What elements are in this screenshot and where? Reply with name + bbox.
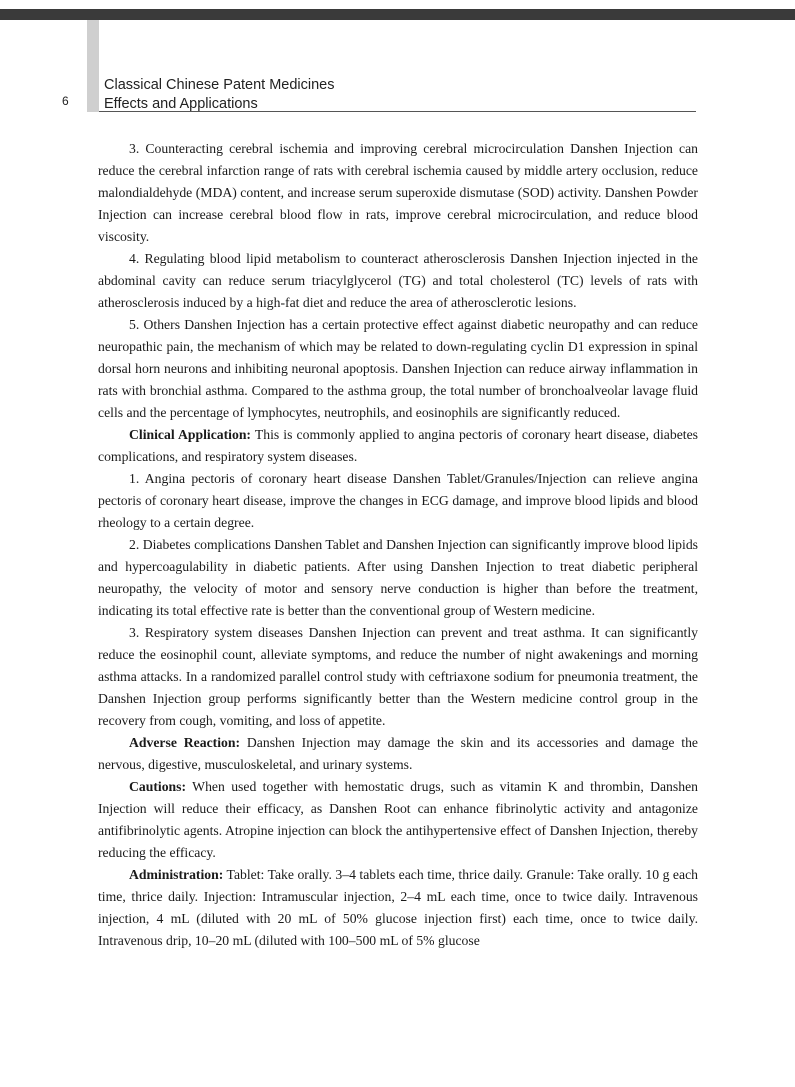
paragraph: 2. Diabetes complications Danshen Tablet and Danshen Injection can significantly improve blood lipids and hypercoagulability in diabetic patients. After using Danshen Injection to treat diabetic peripheral neuropathy, the velocity of motor and sensory nerve conduction is higher than before the treatment, indicating its total effective rate is better than the conventional group of Western medicine. [98,537,698,618]
paragraph: 3. Counteracting cerebral ischemia and improving cerebral microcirculation Danshen Injection can reduce the cerebral infarction range of rats with cerebral ischemia caused by middle artery occlusion, reduce malondialdehyde (MDA) content, and increase serum superoxide dismutase (SOD) activity. Danshen Powder Injection can increase cerebral blood flow in rats, improve cerebral microcirculation, and reduce blood viscosity. [98,141,698,244]
section-label: Administration: [129,867,224,882]
paragraph-clinical-application: Clinical Application: This is commonly applied to angina pectoris of coronary heart disease, diabetes complications, and respiratory system diseases. [98,427,698,464]
section-label: Adverse Reaction: [129,735,241,750]
section-label: Cautions: [129,779,187,794]
paragraph-adverse-reaction: Adverse Reaction: Danshen Injection may damage the skin and its accessories and damage the nervous, digestive, musculoskeletal, and urinary systems. [98,735,698,772]
body-text [98,138,698,952]
header-side-bar [87,20,99,112]
running-header [104,76,335,113]
book-title-line2: Effects and Applications [104,95,258,112]
header-rule [99,111,696,112]
top-header-bar [0,9,795,20]
paragraph: 4. Regulating blood lipid metabolism to counteract atherosclerosis Danshen Injection injected in the abdominal cavity can reduce serum triacylglycerol (TG) and total cholesterol (TC) levels of rats with atherosclerosis induced by a high-fat diet and reduce the area of atherosclerotic lesions. [98,251,698,310]
paragraph: 1. Angina pectoris of coronary heart disease Danshen Tablet/Granules/Injection can relieve angina pectoris of coronary heart disease, improve the changes in ECG damage, and improve blood lipids and blood rheology to a certain degree. [98,471,698,530]
paragraph: 5. Others Danshen Injection has a certain protective effect against diabetic neuropathy and can reduce neuropathic pain, the mechanism of which may be related to down-regulating cyclin D1 expression in spinal dorsal horn neurons and inhibiting neuronal apoptosis. Danshen Injection can reduce airway inflammation in rats with bronchial asthma. Compared to the asthma group, the total number of bronchoalveolar lavage fluid cells and the percentage of lymphocytes, neutrophils, and eosinophils are significantly reduced. [98,317,698,420]
section-label: Clinical Application: [129,427,251,442]
paragraph-cautions: Cautions: When used together with hemostatic drugs, such as vitamin K and thrombin, Danshen Injection will reduce their efficacy, as Danshen Root can enhance fibrinolytic activity and antagonize antifibrinolytic agents. Atropine injection can block the antihypertensive effect of Danshen Injection, thereby reducing the efficacy. [98,779,698,860]
paragraph: 3. Respiratory system diseases Danshen Injection can prevent and treat asthma. It can significantly reduce the eosinophil count, alleviate symptoms, and reduce the number of night awakenings and morning asthma attacks. In a randomized parallel control study with ceftriaxone sodium for pneumonia treatment, the Danshen Injection group performs significantly better than the Western medicine control group in the recovery from cough, vomiting, and loss of appetite. [98,625,698,728]
book-title-line1: Classical Chinese Patent Medicines [104,77,335,93]
page-number: 6 [62,94,69,108]
paragraph-administration: Administration: Tablet: Take orally. 3–4 tablets each time, thrice daily. Granule: Take orally. 10 g each time, thrice daily. Injection: Intramuscular injection, 2–4 mL each time, once to twice daily. Intravenous injection, 4 mL (diluted with 20 mL of 50% glucose injection first) each time, once to twice daily. Intravenous drip, 10–20 mL (diluted with 100–500 mL of 5% glucose [98,867,698,948]
